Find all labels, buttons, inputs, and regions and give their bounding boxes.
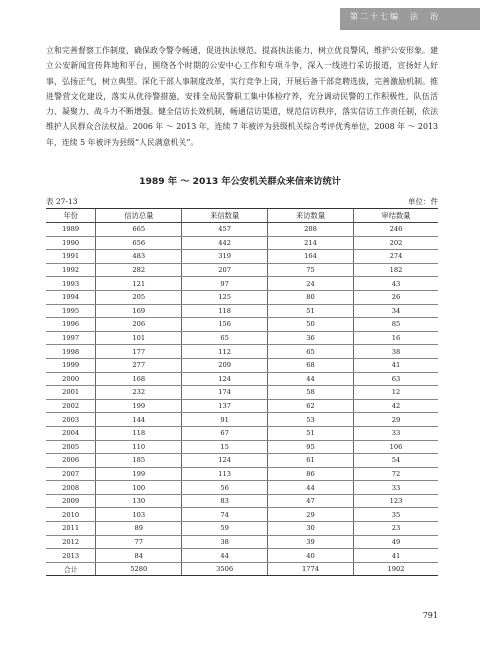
table-cell: 123 — [354, 494, 439, 508]
table-cell: 274 — [354, 250, 439, 264]
year-cell: 2013 — [46, 549, 96, 563]
table-row — [46, 331, 438, 345]
table-cell: 442 — [182, 236, 268, 250]
year-cell: 1995 — [46, 304, 96, 318]
table-cell: 44 — [268, 372, 354, 386]
column-header-total: 信访总量 — [96, 209, 182, 223]
table-cell: 61 — [268, 454, 354, 468]
table-row — [46, 263, 438, 277]
year-cell: 2001 — [46, 386, 96, 400]
table-cell: 29 — [354, 413, 439, 427]
table-cell: 232 — [96, 386, 182, 400]
year-cell: 1999 — [46, 358, 96, 372]
total-cell: 3506 — [182, 562, 268, 576]
year-cell: 1989 — [46, 223, 96, 237]
table-row — [46, 223, 438, 237]
table-cell: 202 — [354, 236, 439, 250]
table-cell: 26 — [354, 290, 439, 304]
table-cell: 118 — [96, 426, 182, 440]
table-cell: 44 — [182, 549, 268, 563]
table-cell: 656 — [96, 236, 182, 250]
table-title: 1989 年 ～ 2013 年公安机关群众来信来访统计 — [139, 176, 341, 187]
table-cell: 164 — [268, 250, 354, 264]
table-cell: 110 — [96, 440, 182, 454]
table-cell: 214 — [268, 236, 354, 250]
total-cell: 1902 — [354, 562, 439, 576]
table-cell: 483 — [96, 250, 182, 264]
year-cell: 2006 — [46, 454, 96, 468]
table-cell: 62 — [268, 399, 354, 413]
table-cell: 59 — [182, 522, 268, 536]
table-body — [46, 223, 438, 563]
table-cell: 56 — [182, 481, 268, 495]
table-cell: 177 — [96, 345, 182, 359]
total-label: 合计 — [46, 562, 96, 576]
table-cell: 75 — [268, 263, 354, 277]
table-cell: 89 — [96, 522, 182, 536]
table-cell: 65 — [268, 345, 354, 359]
table-row — [46, 250, 438, 264]
table-cell: 277 — [96, 358, 182, 372]
table-cell: 29 — [268, 508, 354, 522]
table-cell: 137 — [182, 399, 268, 413]
column-header-visits: 来访数量 — [268, 209, 354, 223]
table-cell: 15 — [182, 440, 268, 454]
page-number: 791 — [422, 611, 438, 620]
table-row — [46, 508, 438, 522]
table-cell: 34 — [354, 304, 439, 318]
table-cell: 41 — [354, 358, 439, 372]
table-cell: 33 — [354, 426, 439, 440]
table-header-row — [46, 209, 438, 223]
table-cell: 319 — [182, 250, 268, 264]
table-cell: 49 — [354, 535, 439, 549]
table-cell: 51 — [268, 426, 354, 440]
table-row — [46, 440, 438, 454]
table-cell: 121 — [96, 277, 182, 291]
year-cell: 1991 — [46, 250, 96, 264]
table-cell: 33 — [354, 481, 439, 495]
table-cell: 95 — [268, 440, 354, 454]
table-cell: 44 — [268, 481, 354, 495]
table-cell: 58 — [268, 386, 354, 400]
year-cell: 1990 — [46, 236, 96, 250]
table-cell: 35 — [354, 508, 439, 522]
table-number: 表 27-13 — [46, 197, 78, 206]
table-cell: 207 — [182, 263, 268, 277]
table-cell: 113 — [182, 467, 268, 481]
total-cell: 5280 — [96, 562, 182, 576]
year-cell: 2012 — [46, 535, 96, 549]
table-cell: 38 — [182, 535, 268, 549]
table-cell: 83 — [182, 494, 268, 508]
table-cell: 72 — [354, 467, 439, 481]
table-cell: 199 — [96, 399, 182, 413]
table-cell: 65 — [182, 331, 268, 345]
table-cell: 144 — [96, 413, 182, 427]
table-cell: 68 — [268, 358, 354, 372]
table-cell: 118 — [182, 304, 268, 318]
table-cell: 246 — [354, 223, 439, 237]
table-cell: 124 — [182, 454, 268, 468]
year-cell: 2004 — [46, 426, 96, 440]
table-cell: 47 — [268, 494, 354, 508]
year-cell: 2007 — [46, 467, 96, 481]
table-cell: 199 — [96, 467, 182, 481]
table-cell: 97 — [182, 277, 268, 291]
year-cell: 1993 — [46, 277, 96, 291]
table-cell: 130 — [96, 494, 182, 508]
table-row — [46, 549, 438, 563]
table-cell: 182 — [354, 263, 439, 277]
table-cell: 42 — [354, 399, 439, 413]
table-cell: 53 — [268, 413, 354, 427]
table-row — [46, 318, 438, 332]
table-cell: 185 — [96, 454, 182, 468]
table-cell: 457 — [182, 223, 268, 237]
table-cell: 206 — [96, 318, 182, 332]
table-row — [46, 426, 438, 440]
table-cell: 91 — [182, 413, 268, 427]
table-cell: 38 — [354, 345, 439, 359]
table-cell: 665 — [96, 223, 182, 237]
table-cell: 112 — [182, 345, 268, 359]
table-cell: 30 — [268, 522, 354, 536]
table-cell: 282 — [96, 263, 182, 277]
table-cell: 209 — [182, 358, 268, 372]
table-cell: 156 — [182, 318, 268, 332]
table-cell: 125 — [182, 290, 268, 304]
table-row — [46, 481, 438, 495]
year-cell: 1992 — [46, 263, 96, 277]
year-cell: 1996 — [46, 318, 96, 332]
table-total-row — [46, 562, 438, 576]
table-cell: 80 — [268, 290, 354, 304]
petition-statistics-table — [46, 208, 438, 576]
year-cell: 2010 — [46, 508, 96, 522]
table-cell: 36 — [268, 331, 354, 345]
table-row — [46, 535, 438, 549]
year-cell: 2009 — [46, 494, 96, 508]
year-cell: 2011 — [46, 522, 96, 536]
table-cell: 84 — [96, 549, 182, 563]
table-cell: 74 — [182, 508, 268, 522]
year-cell: 2000 — [46, 372, 96, 386]
table-cell: 103 — [96, 508, 182, 522]
table-cell: 67 — [182, 426, 268, 440]
table-cell: 43 — [354, 277, 439, 291]
chapter-header-title: 第二十七编 法 治 — [350, 12, 440, 21]
body-paragraph: 立和完善督察工作制度，确保政令警令畅通，促进执法规范、提高执法能力，树立优良警风，维护公安形象。建立公安新闻宣传阵地和平台，围绕各个时期的公安中心工作和专项斗争，深入一线进行采访报道，宣扬好人好事，弘扬正气，树立典型。深化干部人事制度改革，实行竞争上岗，开展后备干部竞聘选拔，完善激励机制。推进警营文化建设，落实从优待警措施，安排全局民警职工集中体检疗养，充分调动民警的工作积极性，队伍活力、凝聚力、战斗力不断增强。健全信访长效机制，畅通信访渠道，规范信访秩序，落实信访工作责任制，依法维护人民群众合法权益。2006 年 ～ 2013 年，连续 7 年被评为县级机关综合考评优秀单位，2008 年 ～ 2013 年，连续 5 年被评为县级“人民满意机关”。 — [46, 46, 438, 147]
table-row — [46, 277, 438, 291]
table-cell: 63 — [354, 372, 439, 386]
table-cell: 168 — [96, 372, 182, 386]
year-cell: 1994 — [46, 290, 96, 304]
column-header-letters: 来信数量 — [182, 209, 268, 223]
table-unit: 单位：件 — [408, 197, 438, 206]
table-cell: 106 — [354, 440, 439, 454]
year-cell: 2008 — [46, 481, 96, 495]
table-cell: 86 — [268, 467, 354, 481]
table-row — [46, 494, 438, 508]
table-cell: 169 — [96, 304, 182, 318]
table-cell: 101 — [96, 331, 182, 345]
table-row — [46, 358, 438, 372]
table-cell: 50 — [268, 318, 354, 332]
table-row — [46, 522, 438, 536]
table-row — [46, 290, 438, 304]
table-cell: 85 — [354, 318, 439, 332]
year-cell: 2005 — [46, 440, 96, 454]
table-cell: 54 — [354, 454, 439, 468]
table-cell: 23 — [354, 522, 439, 536]
year-cell: 1998 — [46, 345, 96, 359]
column-header-concluded: 审结数量 — [354, 209, 439, 223]
table-cell: 100 — [96, 481, 182, 495]
table-row — [46, 454, 438, 468]
year-cell: 2002 — [46, 399, 96, 413]
table-cell: 51 — [268, 304, 354, 318]
table-cell: 205 — [96, 290, 182, 304]
table-row — [46, 372, 438, 386]
table-row — [46, 345, 438, 359]
table-row — [46, 304, 438, 318]
table-cell: 124 — [182, 372, 268, 386]
table-cell: 41 — [354, 549, 439, 563]
table-row — [46, 467, 438, 481]
table-cell: 208 — [268, 223, 354, 237]
table-cell: 39 — [268, 535, 354, 549]
year-cell: 2003 — [46, 413, 96, 427]
table-row — [46, 236, 438, 250]
table-row — [46, 386, 438, 400]
year-cell: 1997 — [46, 331, 96, 345]
table-cell: 16 — [354, 331, 439, 345]
table-cell: 24 — [268, 277, 354, 291]
table-cell: 77 — [96, 535, 182, 549]
table-cell: 174 — [182, 386, 268, 400]
table-row — [46, 413, 438, 427]
table-cell: 40 — [268, 549, 354, 563]
column-header-year: 年份 — [46, 209, 96, 223]
table-cell: 12 — [354, 386, 439, 400]
total-cell: 1774 — [268, 562, 354, 576]
table-row — [46, 399, 438, 413]
